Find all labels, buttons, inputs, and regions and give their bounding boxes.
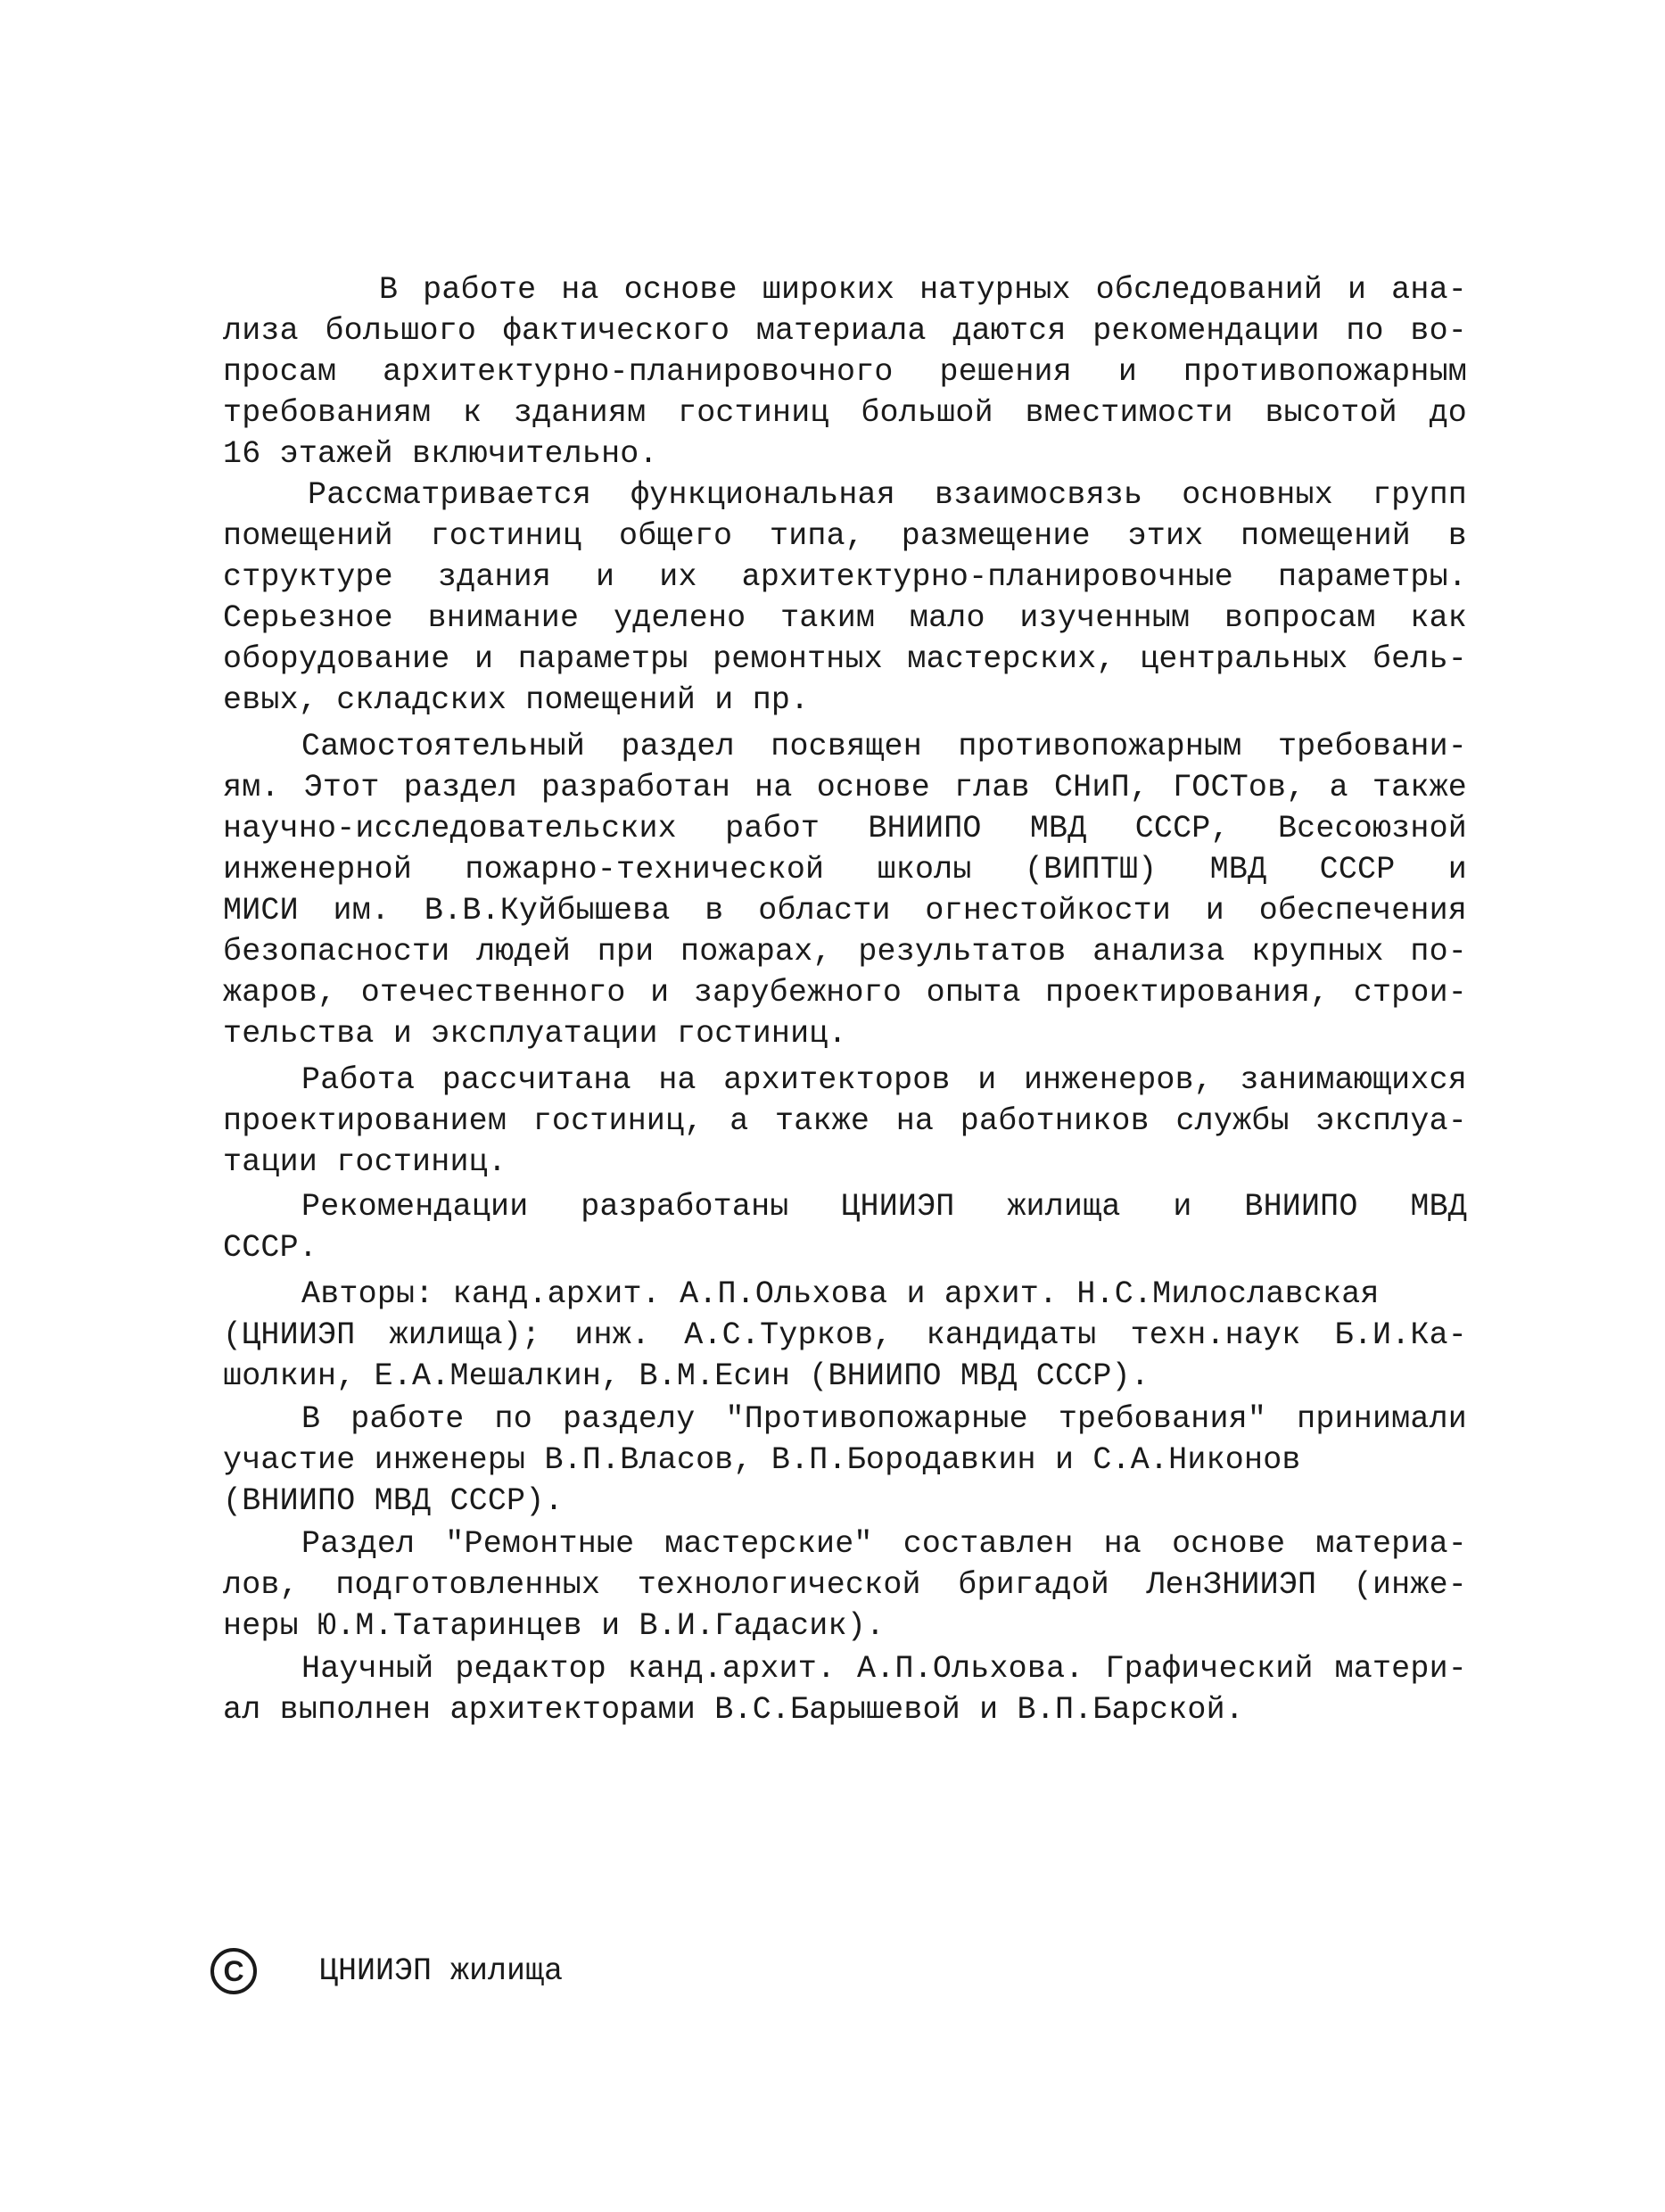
text-line: научно-исследовательских работ ВНИИПО МВД СССР, Всесоюзной [223,811,1467,846]
text-line: лов, подготовленных технологической бригадой ЛенЗНИИЭП (инже- [223,1567,1467,1603]
text-line: МИСИ им. В.В.Куйбышева в области огнестойкости и обеспечения [223,893,1467,929]
text-line: евых, складских помещений и пр. [223,682,810,718]
text-line: просам архитектурно-планировочного решения и противопожарным [223,354,1467,390]
text-line: СССР. [223,1230,318,1266]
text-line: лиза большого фактического материала даются рекомендации по во- [223,313,1467,349]
text-line: оборудование и параметры ремонтных мастерских, центральных бель- [223,641,1467,677]
text-line: В работе на основе широких натурных обследований и ана- [379,272,1467,308]
text-line: безопасности людей при пожарах, результатов анализа крупных по- [223,934,1467,970]
text-line: ям. Этот раздел разработан на основе глав СНиП, ГОСТов, а также [223,770,1467,805]
text-line: тации гостиниц. [223,1144,507,1180]
text-line: Рекомендации разработаны ЦНИИЭП жилища и ВНИИПО МВД [301,1189,1467,1225]
text-line: тельства и эксплуатации гостиниц. [223,1016,847,1052]
text-line: Научный редактор канд.архит. А.П.Ольхова. Графический матери- [301,1651,1467,1687]
text-line: шолкин, Е.А.Мешалкин, В.М.Есин (ВНИИПО МВД СССР). [223,1358,1150,1394]
text-line: требованиям к зданиям гостиниц большой вместимости высотой до [223,395,1467,431]
text-line: жаров, отечественного и зарубежного опыта проектирования, строи- [223,975,1467,1011]
text-line: ал выполнен архитекторами В.С.Барышевой и В.П.Барской. [223,1692,1244,1728]
text-line: 16 этажей включительно. [223,436,658,472]
text-line: участие инженеры В.П.Власов, В.П.Бородавкин и С.А.Никонов [223,1442,1301,1478]
text-line: неры Ю.М.Татаринцев и В.И.Гадасик). [223,1608,886,1644]
text-line: Рассматривается функциональная взаимосвязь основных групп [308,477,1467,513]
text-line: В работе по разделу "Противопожарные требования" принимали [301,1401,1467,1437]
text-line: проектированием гостиниц, а также на работников службы эксплуа- [223,1103,1467,1139]
text-line: помещений гостиниц общего типа, размещение этих помещений в [223,518,1467,554]
copyright-icon: C [210,1948,257,1994]
text-line: структуре здания и их архитектурно-планировочные параметры. [223,559,1467,595]
text-line: Серьезное внимание уделено таким мало изученным вопросам как [223,600,1467,636]
text-line: Самостоятельный раздел посвящен противопожарным требовани- [301,729,1467,764]
text-line: (ВНИИПО МВД СССР). [223,1483,564,1519]
text-line: инженерной пожарно-технической школы (ВИПТШ) МВД СССР и [223,852,1467,887]
copyright-notice [210,1944,563,1998]
text-line: Авторы: канд.архит. А.П.Ольхова и архит. Н.С.Милославская [301,1276,1380,1312]
text-line: (ЦНИИЭП жилища); инж. А.С.Турков, кандидаты техн.наук Б.И.Ка- [223,1317,1467,1353]
text-line: Раздел "Ремонтные мастерские" составлен на основе материа- [301,1526,1467,1562]
text-line: Работа рассчитана на архитекторов и инженеров, занимающихся [301,1062,1467,1098]
copyright-holder: ЦНИИЭП жилища [319,1953,564,1989]
